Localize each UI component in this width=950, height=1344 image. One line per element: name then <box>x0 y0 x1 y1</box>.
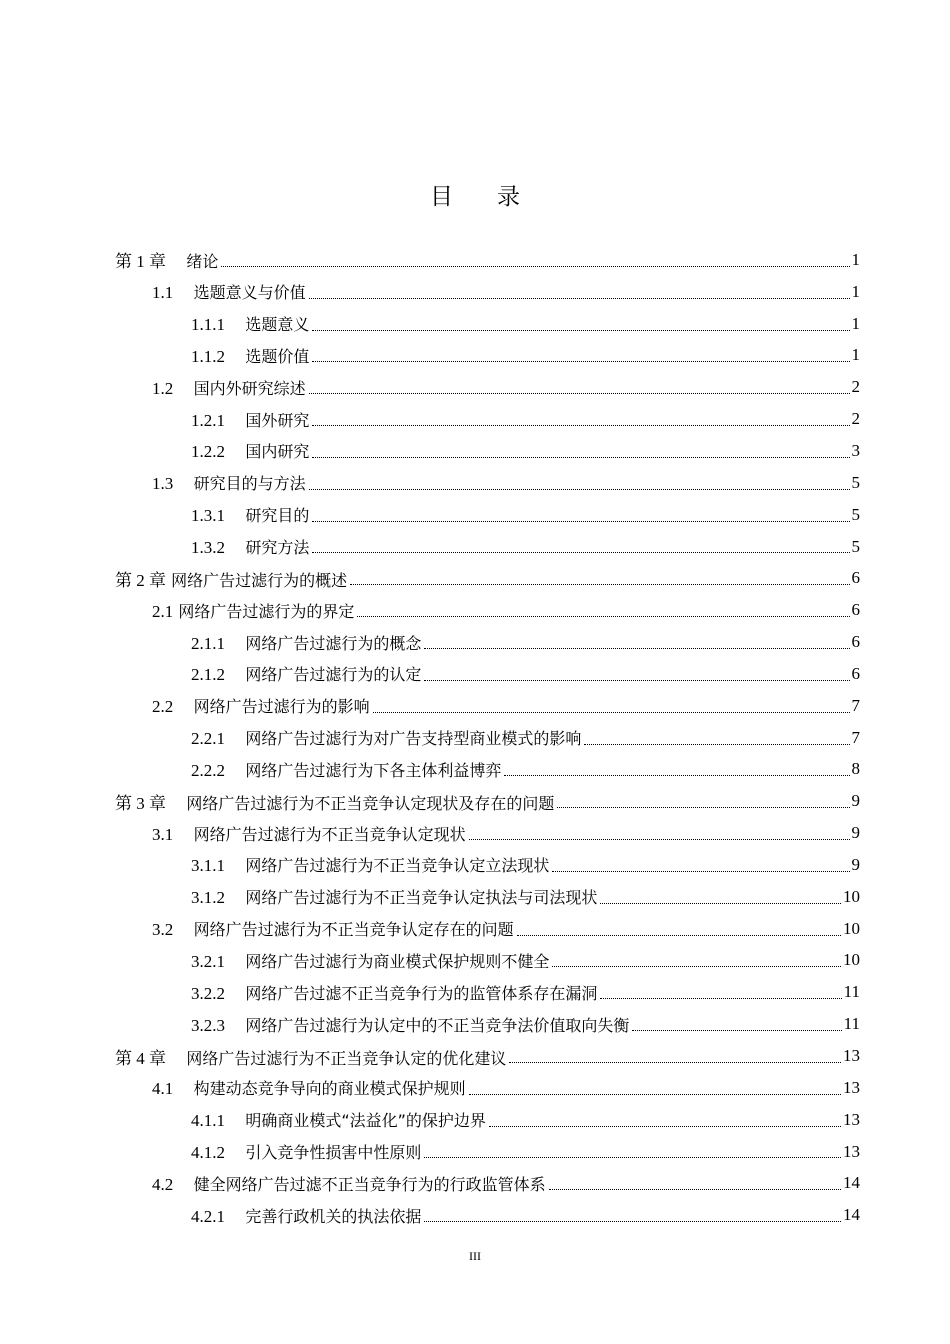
toc-entry[interactable] <box>0 276 950 308</box>
toc-entry-label: 网络广告过滤行为认定中的不正当竞争法价值取向失衡 <box>245 1015 630 1035</box>
toc-entry-number: 第 3 章 <box>115 793 166 813</box>
toc-entry-label: 网络广告过滤行为不正当竞争认定现状及存在的问题 <box>186 793 555 813</box>
toc-dot-leader <box>312 520 849 522</box>
toc-entry-page: 7 <box>851 727 860 747</box>
toc-entry-title <box>115 1044 507 1069</box>
toc-entry[interactable] <box>0 531 950 563</box>
toc-entry[interactable] <box>0 1136 950 1168</box>
toc-entry-label: 选题意义与价值 <box>193 283 306 303</box>
toc-entry-page: 1 <box>851 345 860 365</box>
toc-entry-label: 网络广告过滤行为的概念 <box>245 633 422 653</box>
toc-dot-leader <box>600 902 841 904</box>
toc-entry-title <box>115 789 555 814</box>
toc-entry-title <box>152 1076 467 1099</box>
toc-entry-number: 4.1 <box>152 1079 174 1099</box>
toc-entry-page: 8 <box>851 759 860 779</box>
toc-dot-leader <box>309 488 850 490</box>
toc-entry-label: 网络广告过滤行为的概述 <box>171 570 348 590</box>
toc-entry-number: 1.3.1 <box>191 506 225 526</box>
toc-entry-page: 2 <box>851 377 860 397</box>
toc-entry-label: 网络广告过滤行为不正当竞争认定的优化建议 <box>186 1048 507 1068</box>
toc-entry-page: 13 <box>843 1109 860 1129</box>
toc-entry-page: 10 <box>843 950 860 970</box>
toc-entry-page: 2 <box>851 409 860 429</box>
toc-entry-title <box>152 599 355 622</box>
toc-dot-leader <box>357 615 849 617</box>
toc-entry-number: 3.2 <box>152 920 174 940</box>
toc-entry-number: 第 1 章 <box>115 252 166 272</box>
toc-entry[interactable] <box>0 435 950 467</box>
toc-dot-leader <box>552 965 841 967</box>
toc-dot-leader <box>373 711 850 713</box>
toc-entry-number: 1.1.2 <box>191 346 225 366</box>
toc-entry-title <box>191 631 422 654</box>
toc-dot-leader <box>469 1093 841 1095</box>
toc-entry-label: 明确商业模式“法益化”的保护边界 <box>245 1111 486 1131</box>
toc-dot-leader <box>584 743 849 745</box>
toc-entry-number: 2.1 <box>152 601 174 621</box>
toc-entry[interactable] <box>0 817 950 849</box>
toc-entry-label: 网络广告过滤行为不正当竞争认定现状 <box>193 824 466 844</box>
toc-entry-title <box>191 1013 630 1036</box>
toc-entry-title <box>191 758 502 781</box>
toc-dot-leader <box>600 997 841 999</box>
toc-entry-label: 完善行政机关的执法依据 <box>245 1206 422 1226</box>
toc-entry[interactable] <box>0 340 950 372</box>
toc-entry-label: 网络广告过滤行为不正当竞争认定执法与司法现状 <box>245 888 598 908</box>
toc-entry-title <box>191 981 598 1004</box>
toc-dot-leader <box>424 1156 841 1158</box>
toc-entry-number: 2.1.1 <box>191 633 225 653</box>
toc-entry-label: 国内外研究综述 <box>193 378 306 398</box>
toc-entry[interactable] <box>0 785 950 817</box>
toc-dot-leader <box>312 329 849 331</box>
toc-dot-leader <box>632 1029 841 1031</box>
toc-entry-label: 引入竞争性损害中性原则 <box>245 1143 422 1163</box>
toc-entry-label: 国内研究 <box>245 442 310 462</box>
toc-entry-page: 6 <box>851 568 860 588</box>
toc-entry-number: 4.2.1 <box>191 1206 225 1226</box>
toc-entry-number: 2.2 <box>152 697 174 717</box>
toc-entry-label: 选题价值 <box>245 346 310 366</box>
toc-entry[interactable] <box>0 1072 950 1104</box>
toc-dot-leader <box>312 456 849 458</box>
toc-entry-number: 1.2 <box>152 378 174 398</box>
toc-entry-number: 第 2 章 <box>115 570 166 590</box>
toc-entry-title <box>191 535 310 558</box>
toc-entry-page: 13 <box>843 1077 860 1097</box>
toc-entry-label: 网络广告过滤不正当竞争行为的监管体系存在漏洞 <box>245 983 598 1003</box>
toc-entry[interactable] <box>0 1040 950 1072</box>
toc-entry-title <box>191 312 310 335</box>
page-title: 目录 <box>430 184 564 210</box>
toc-entry-number: 3.1.2 <box>191 888 225 908</box>
toc-entry-page: 6 <box>851 600 860 620</box>
toc-dot-leader <box>312 424 849 426</box>
toc-entry-title <box>191 439 310 462</box>
toc-entry-label: 网络广告过滤行为下各主体利益博弈 <box>245 760 502 780</box>
toc-entry[interactable] <box>0 308 950 340</box>
toc-entry-page: 3 <box>851 440 860 460</box>
toc-entry-title <box>115 247 219 272</box>
toc-entry-number: 2.2.2 <box>191 760 225 780</box>
toc-entry-page: 7 <box>851 695 860 715</box>
toc-entry[interactable] <box>0 403 950 435</box>
toc-entry-label: 健全网络广告过滤不正当竞争行为的行政监管体系 <box>193 1174 546 1194</box>
toc-entry-page: 5 <box>851 504 860 524</box>
page-number: III <box>469 1249 481 1263</box>
toc-entry[interactable] <box>0 499 950 531</box>
toc-entry-page: 13 <box>843 1046 860 1066</box>
toc-dot-leader <box>557 806 849 808</box>
toc-entry-title <box>152 471 307 494</box>
toc-dot-leader <box>221 265 849 267</box>
toc-dot-leader <box>552 870 849 872</box>
toc-entry-page: 9 <box>851 791 860 811</box>
toc-entry-label: 绪论 <box>186 252 219 272</box>
toc-entry-title <box>152 917 515 940</box>
toc-entry-label: 构建动态竞争导向的商业模式保护规则 <box>193 1079 466 1099</box>
toc-entry[interactable] <box>0 849 950 881</box>
toc-entry-title <box>191 1108 487 1131</box>
toc-entry-page: 5 <box>851 536 860 556</box>
toc-entry-label: 研究目的与方法 <box>193 474 306 494</box>
toc-entry[interactable] <box>0 754 950 786</box>
toc-dot-leader <box>350 583 849 585</box>
toc-dot-leader <box>469 838 850 840</box>
toc-entry-title <box>152 1172 547 1195</box>
toc-entry-title <box>152 694 371 717</box>
toc-entry[interactable] <box>0 945 950 977</box>
toc-entry-page: 13 <box>843 1141 860 1161</box>
toc-entry[interactable] <box>0 1167 950 1199</box>
toc-entry-label: 选题意义 <box>245 315 310 335</box>
toc-entry-number: 4.1.1 <box>191 1111 225 1131</box>
toc-entry-page: 1 <box>851 249 860 269</box>
toc-entry-page: 14 <box>843 1205 860 1225</box>
toc-dot-leader <box>424 679 849 681</box>
toc-entry-page: 10 <box>843 886 860 906</box>
toc-entry-number: 1.3.2 <box>191 538 225 558</box>
toc-entry-label: 网络广告过滤行为的认定 <box>245 665 422 685</box>
toc-entry-title <box>191 949 550 972</box>
toc-entry[interactable] <box>0 244 950 276</box>
toc-entry-page: 11 <box>843 982 860 1002</box>
toc-entry[interactable] <box>0 658 950 690</box>
toc-entry-page: 1 <box>851 313 860 333</box>
toc-entry-label: 研究目的 <box>245 506 310 526</box>
toc-entry[interactable] <box>0 1199 950 1231</box>
toc-entry-page: 9 <box>851 823 860 843</box>
toc-entry-label: 网络广告过滤行为不正当竞争认定存在的问题 <box>193 920 514 940</box>
toc-entry[interactable] <box>0 594 950 626</box>
toc-dot-leader <box>504 774 849 776</box>
toc-dot-leader <box>309 392 850 394</box>
toc-dot-leader <box>509 1061 841 1063</box>
toc-entry-number: 1.1.1 <box>191 315 225 335</box>
toc-dot-leader <box>424 1220 841 1222</box>
toc-entry-number: 第 4 章 <box>115 1048 166 1068</box>
toc-entry[interactable] <box>0 913 950 945</box>
toc-entry-number: 2.1.2 <box>191 665 225 685</box>
toc-entry-page: 10 <box>843 918 860 938</box>
toc-entry-number: 1.2.2 <box>191 442 225 462</box>
toc-entry-title <box>191 853 550 876</box>
toc-entry-label: 网络广告过滤行为商业模式保护规则不健全 <box>245 951 550 971</box>
toc-entry-title <box>152 822 467 845</box>
toc-dot-leader <box>424 647 849 649</box>
toc-entry[interactable] <box>0 371 950 403</box>
toc-entry[interactable] <box>0 722 950 754</box>
toc-entry-number: 1.1 <box>152 283 174 303</box>
toc-entry[interactable] <box>0 562 950 594</box>
toc-entry-title <box>152 280 307 303</box>
toc-dot-leader <box>517 934 841 936</box>
toc-entry-page: 14 <box>843 1173 860 1193</box>
toc-entry-number: 1.2.1 <box>191 410 225 430</box>
toc-entry-page: 1 <box>851 281 860 301</box>
toc-dot-leader <box>489 1125 841 1127</box>
toc-entry-title <box>191 885 598 908</box>
toc-entry-number: 4.2 <box>152 1174 174 1194</box>
toc-entry-title <box>191 408 310 431</box>
toc-entry-number: 4.1.2 <box>191 1143 225 1163</box>
toc-entry-title <box>152 376 307 399</box>
toc-entry-label: 国外研究 <box>245 410 310 430</box>
toc-entry-number: 3.2.1 <box>191 951 225 971</box>
toc-entry-title <box>191 1204 422 1227</box>
toc-entry-number: 3.1 <box>152 824 174 844</box>
toc-entry-label: 网络广告过滤行为不正当竞争认定立法现状 <box>245 856 550 876</box>
toc-entry-number: 3.1.1 <box>191 856 225 876</box>
toc-entry[interactable] <box>0 467 950 499</box>
toc-dot-leader <box>312 551 849 553</box>
toc-entry-label: 网络广告过滤行为的界定 <box>178 601 355 621</box>
toc-entry-page: 6 <box>851 663 860 683</box>
toc-entry-title <box>191 344 310 367</box>
toc-entry[interactable] <box>0 1104 950 1136</box>
toc-entry-number: 1.3 <box>152 474 174 494</box>
toc-entry-page: 5 <box>851 472 860 492</box>
toc-entry[interactable] <box>0 1008 950 1040</box>
toc-entry-number: 3.2.2 <box>191 983 225 1003</box>
toc-entry[interactable] <box>0 690 950 722</box>
toc-entry-label: 研究方法 <box>245 538 310 558</box>
toc-entry[interactable] <box>0 881 950 913</box>
toc-entry-title <box>191 1140 422 1163</box>
toc-entry-number: 3.2.3 <box>191 1015 225 1035</box>
toc-dot-leader <box>549 1188 841 1190</box>
toc-entry[interactable] <box>0 976 950 1008</box>
toc-dot-leader <box>312 360 849 362</box>
toc-entry-title <box>191 662 422 685</box>
toc-entry-title <box>191 503 310 526</box>
toc-dot-leader <box>309 297 850 299</box>
table-of-contents <box>0 244 950 1231</box>
toc-entry-page: 11 <box>843 1014 860 1034</box>
toc-entry-page: 9 <box>851 854 860 874</box>
toc-entry-label: 网络广告过滤行为的影响 <box>193 697 370 717</box>
toc-entry[interactable] <box>0 626 950 658</box>
toc-entry-title <box>191 726 582 749</box>
toc-entry-number: 2.2.1 <box>191 729 225 749</box>
toc-entry-label: 网络广告过滤行为对广告支持型商业模式的影响 <box>245 729 582 749</box>
toc-entry-title <box>115 566 348 591</box>
toc-entry-page: 6 <box>851 632 860 652</box>
